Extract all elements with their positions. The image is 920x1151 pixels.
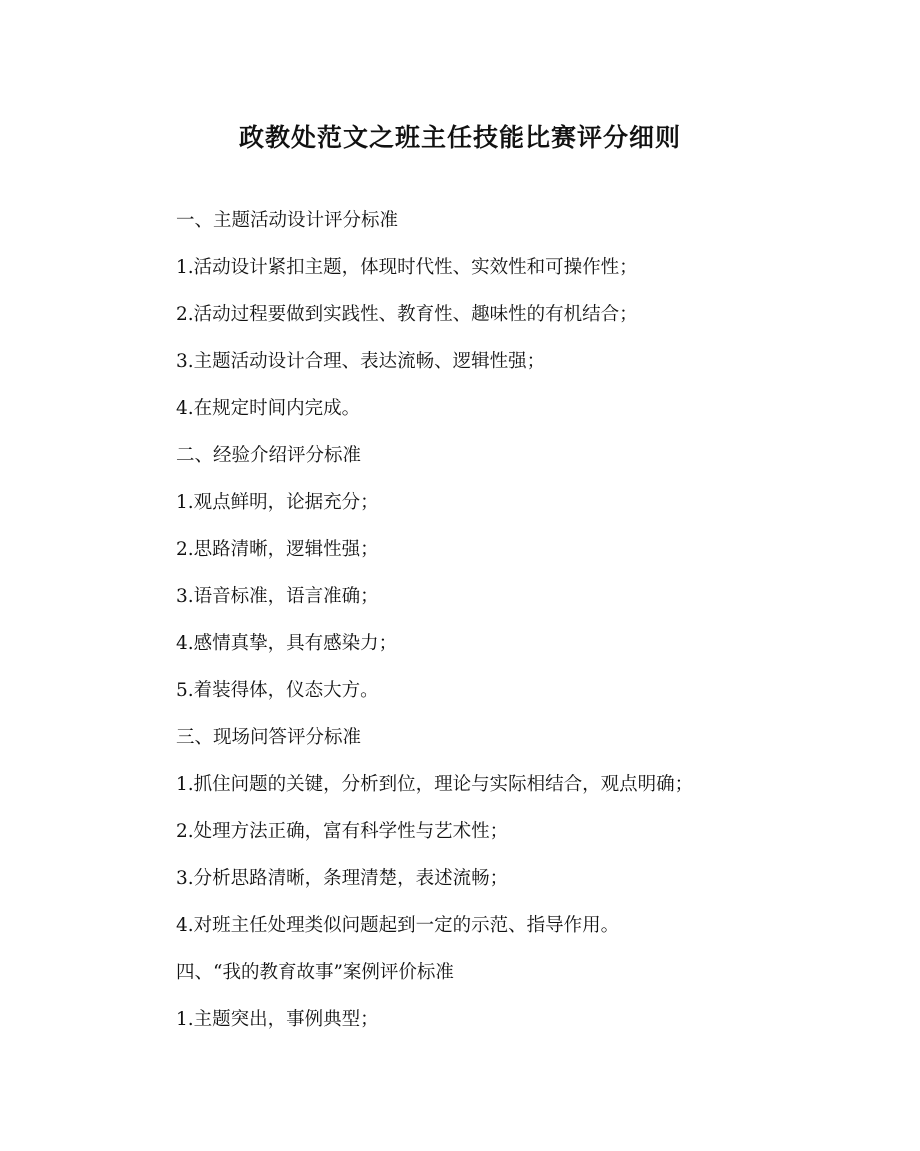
- criterion-item: 4.对班主任处理类似问题起到一定的示范、指导作用。: [176, 915, 620, 936]
- criterion-item: 4.在规定时间内完成。: [176, 398, 361, 419]
- section-heading: 二、经验介绍评分标准: [176, 445, 362, 466]
- section-heading: 一、主题活动设计评分标准: [176, 210, 399, 231]
- criterion-item: 2.思路清晰，逻辑性强；: [176, 539, 379, 560]
- criterion-item: 1.观点鲜明，论据充分；: [176, 492, 379, 513]
- criterion-item: 4.感情真挚，具有感染力；: [176, 633, 398, 654]
- criterion-item: 5.着装得体，仪态大方。: [176, 680, 379, 701]
- criterion-item: 1.主题突出，事例典型；: [176, 1009, 379, 1030]
- criterion-item: 1.抓住问题的关键，分析到位，理论与实际相结合，观点明确；: [176, 774, 694, 795]
- criterion-item: 1.活动设计紧扣主题，体现时代性、实效性和可操作性；: [176, 257, 638, 278]
- criterion-item: 2.处理方法正确，富有科学性与艺术性；: [176, 821, 509, 842]
- document-body: [176, 204, 876, 1050]
- section-heading: 三、现场问答评分标准: [176, 727, 362, 748]
- criterion-item: 2.活动过程要做到实践性、教育性、趣味性的有机结合；: [176, 304, 638, 325]
- section-heading: 四、“我的教育故事”案例评价标准: [176, 962, 454, 983]
- criterion-item: 3.主题活动设计合理、表达流畅、逻辑性强；: [176, 351, 546, 372]
- criterion-item: 3.分析思路清晰，条理清楚，表述流畅；: [176, 868, 509, 889]
- document-title: 政教处范文之班主任技能比赛评分细则: [238, 123, 681, 152]
- criterion-item: 3.语音标准，语言准确；: [176, 586, 379, 607]
